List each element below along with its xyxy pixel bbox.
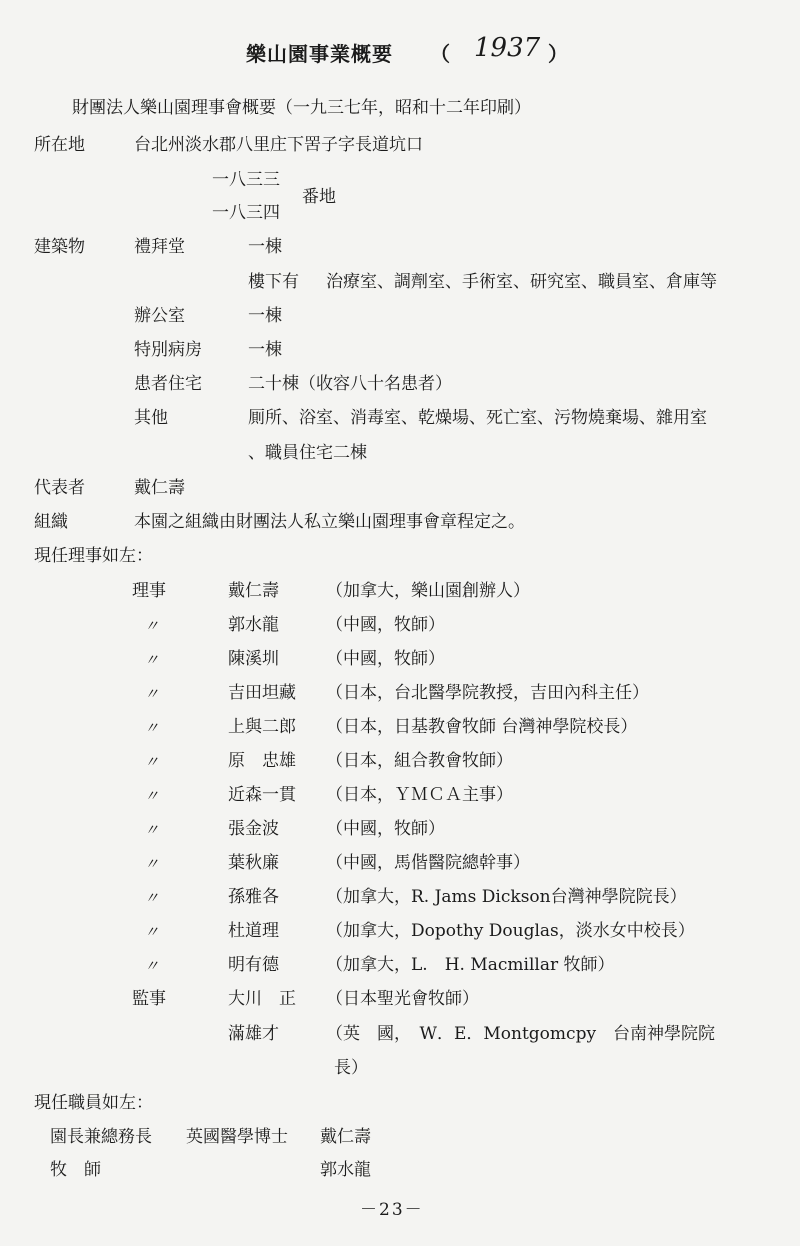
special-ward: 特別病房 — [134, 340, 202, 360]
title-paren-close: ） — [548, 42, 569, 66]
director-note: （日本，日基教會牧師 台灣神學院校長） — [326, 717, 638, 737]
organization-text: 本園之組織由財團法人私立樂山園理事會章程定之。 — [134, 512, 525, 532]
representative-label: 代表者 — [34, 478, 85, 498]
organization-label: 組織 — [34, 512, 68, 532]
downstairs-rooms: 治療室、調劑室、手術室、研究室、職員室、倉庫等 — [326, 272, 717, 292]
location-label: 所在地 — [34, 135, 85, 155]
ditto-mark: 〃 — [144, 651, 160, 669]
staff-title: 牧 師 — [50, 1160, 101, 1180]
document-title: 樂山園事業概要 — [246, 42, 393, 66]
staff-name: 郭水龍 — [320, 1160, 371, 1180]
director-name: 張金波 — [228, 819, 279, 839]
director-role: 理事 — [132, 581, 166, 601]
office-count: 一棟 — [248, 306, 282, 326]
director-name: 上與二郎 — [228, 717, 296, 737]
chapel-count: 一棟 — [248, 237, 282, 257]
director-name: 原 忠雄 — [228, 751, 296, 771]
handwritten-year: 1937 — [474, 33, 541, 63]
ditto-mark: 〃 — [144, 855, 160, 873]
representative-name: 戴仁壽 — [134, 478, 185, 498]
director-name: 明有德 — [228, 955, 279, 975]
location-address: 台北州淡水郡八里庄下罟子字長道坑口 — [134, 135, 423, 155]
ditto-mark: 〃 — [144, 753, 160, 771]
special-ward-count: 一棟 — [248, 340, 282, 360]
director-name: 杜道理 — [228, 921, 279, 941]
director-note: （日本聖光會牧師） — [326, 989, 479, 1009]
director-name: 大川 正 — [228, 989, 296, 1009]
directors-heading: 現任理事如左： — [34, 546, 153, 566]
director-note: （中國，馬偕醫院總幹事） — [326, 853, 530, 873]
supervisor-role: 監事 — [132, 989, 166, 1009]
director-note: （中國，牧師） — [326, 819, 445, 839]
director-name: 近森一貫 — [228, 785, 296, 805]
director-note: （中國，牧師） — [326, 615, 445, 635]
director-name: 吉田坦藏 — [228, 683, 296, 703]
director-note: （日本，ＹＭＣＡ主事） — [326, 785, 513, 805]
director-note: （加拿大，L. H. Macmillar 牧師） — [326, 955, 615, 975]
ditto-mark: 〃 — [144, 821, 160, 839]
director-note: （加拿大，Dopothy Douglas，淡水女中校長） — [326, 921, 695, 941]
location-number-a: 一八三三 — [212, 170, 280, 190]
director-name: 戴仁壽 — [228, 581, 279, 601]
ditto-mark: 〃 — [144, 957, 160, 975]
other-buildings-items-2: 、職員住宅二棟 — [248, 443, 367, 463]
chapel: 禮拜堂 — [134, 237, 185, 257]
other-buildings-items: 厠所、浴室、消毒室、乾燥場、死亡室、污物燒棄場、雜用室 — [248, 408, 707, 428]
director-note: （加拿大，樂山園創辦人） — [326, 581, 530, 601]
ditto-mark: 〃 — [144, 923, 160, 941]
other-buildings: 其他 — [134, 408, 168, 428]
location-number-b: 一八三四 — [212, 203, 280, 223]
director-name: 葉秋廉 — [228, 853, 279, 873]
ditto-mark: 〃 — [144, 787, 160, 805]
office: 辦公室 — [134, 306, 185, 326]
downstairs-label: 樓下有 — [248, 272, 299, 292]
patient-housing: 患者住宅 — [134, 374, 202, 394]
ditto-mark: 〃 — [144, 889, 160, 907]
director-note: （加拿大，R. Jams Dickson台灣神學院院長） — [326, 887, 687, 907]
title-paren-open: （ — [430, 42, 451, 66]
director-note: （日本，組合教會牧師） — [326, 751, 513, 771]
buildings-label: 建築物 — [34, 237, 85, 257]
ditto-mark: 〃 — [144, 617, 160, 635]
ditto-mark: 〃 — [144, 685, 160, 703]
staff-heading: 現任職員如左： — [34, 1093, 153, 1113]
director-note: （英 國， W．E．Montgomcpy 台南神學院院 — [326, 1024, 716, 1044]
director-note: （中國，牧師） — [326, 649, 445, 669]
director-name: 陳溪圳 — [228, 649, 279, 669]
director-name: 郭水龍 — [228, 615, 279, 635]
director-name: 孫雅各 — [228, 887, 279, 907]
document-subtitle: 財團法人樂山園理事會概要（一九三七年，昭和十二年印刷） — [72, 98, 531, 118]
ditto-mark: 〃 — [144, 719, 160, 737]
staff-qualification: 英國醫學博士 — [186, 1127, 288, 1147]
staff-name: 戴仁壽 — [320, 1127, 371, 1147]
location-suffix: 番地 — [302, 187, 336, 207]
patient-housing-count: 二十棟（收容八十名患者） — [248, 374, 452, 394]
page-number: －23－ — [360, 1200, 424, 1220]
director-note: （日本，台北醫學院教授，吉田內科主任） — [326, 683, 649, 703]
director-name: 滿雄才 — [228, 1024, 279, 1044]
staff-title: 園長兼總務長 — [50, 1127, 152, 1147]
director-note-continuation: 長） — [334, 1058, 368, 1078]
